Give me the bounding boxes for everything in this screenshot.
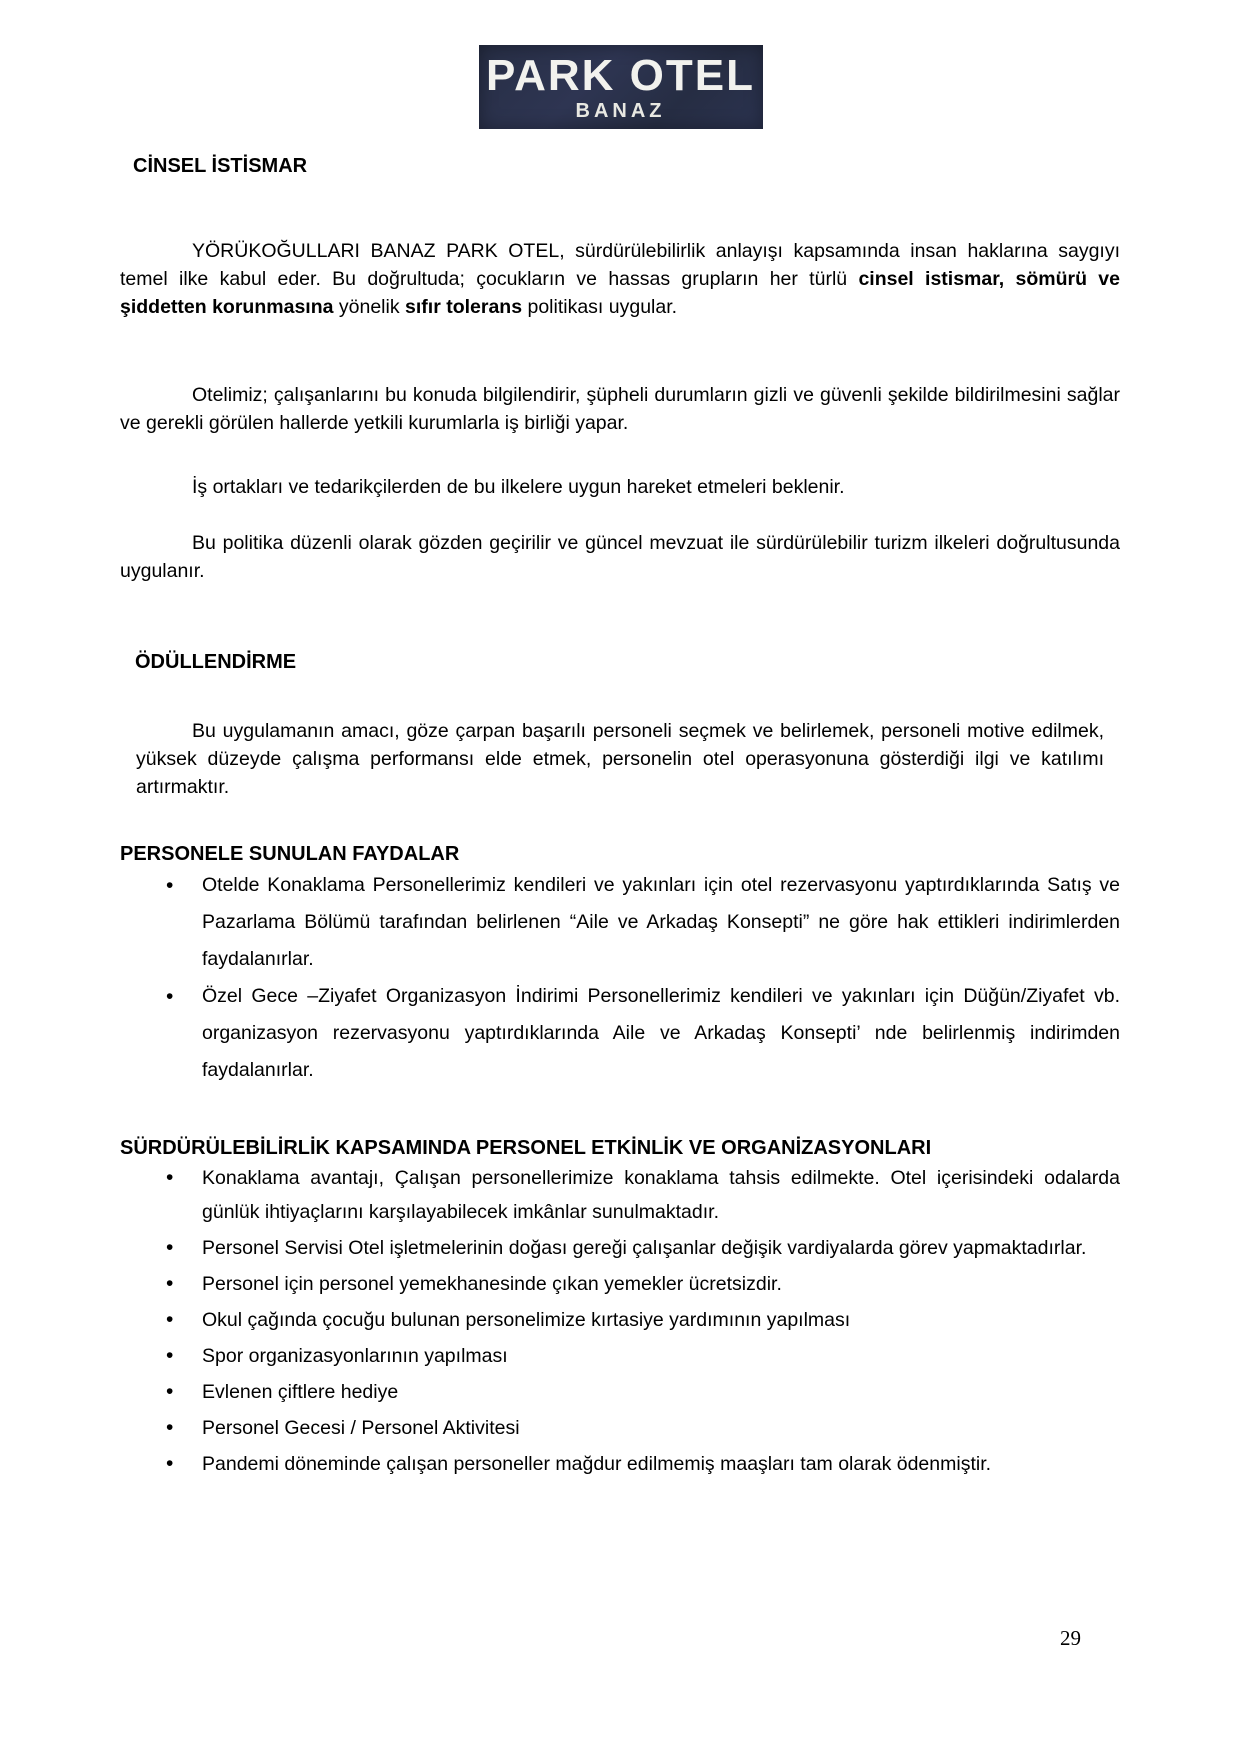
list-item: • Personel Servisi Otel işletmelerinin doğası gereği çalışanlar değişik vardiyalarda görev yapmaktadırlar. xyxy=(202,1231,1120,1265)
paragraph-text: yönelik xyxy=(333,296,406,318)
paragraph-policy-intro xyxy=(120,237,1120,321)
list-item: • Konaklama avantajı, Çalışan personellerimize konaklama tahsis edilmekte. Otel içerisindeki odalarda günlük ihtiyaçlarını karşılayabilecek imkânlar sunulmaktadır. xyxy=(202,1161,1120,1229)
paragraph-bold-text: cinsel istismar, sömürü ve şiddetten korunmasına xyxy=(120,268,1120,318)
heading-cinsel-istismar: CİNSEL İSTİSMAR xyxy=(133,155,308,177)
heading-surdurulebilirlik-etkinlik: SÜRDÜRÜLEBİLİRLİK KAPSAMINDA PERSONEL ETKİNLİK VE ORGANİZASYONLARI xyxy=(120,1137,932,1159)
list-item: • Okul çağında çocuğu bulunan personelimize kırtasiye yardımının yapılması xyxy=(202,1303,1120,1337)
list-item: • Özel Gece –Ziyafet Organizasyon İndirimi Personellerimiz kendileri ve yakınları için Düğün/Ziyafet vb. organizasyon rezervasyonu yaptırdıklarında Aile ve Arkadaş Konsepti’ nde belirlenmiş indirimden faydalanırlar. xyxy=(202,978,1120,1089)
list-item: • Pandemi döneminde çalışan personeller mağdur edilmemiş maaşları tam olarak ödenmiştir. xyxy=(202,1447,1120,1481)
paragraph-review: Bu politika düzenli olarak gözden geçirilir ve güncel mevzuat ile sürdürülebilir turizm ilkeleri doğrultusunda uygulanır. xyxy=(120,532,1120,582)
paragraph-reward-purpose: Bu uygulamanın amacı, göze çarpan başarılı personeli seçmek ve belirlemek, personeli motive edilmek, yüksek düzeyde çalışma performansı elde etmek, personelin otel operasyonuna gösterdiği ilgi ve katılımı artırmaktır. xyxy=(136,720,1104,798)
heading-personele-sunulan-faydalar: PERSONELE SUNULAN FAYDALAR xyxy=(120,843,460,865)
paragraph-partners: İş ortakları ve tedarikçilerden de bu ilkelere uygun hareket etmeleri beklenir. xyxy=(192,476,845,498)
list-item: • Evlenen çiftlere hediye xyxy=(202,1375,1120,1409)
document-content xyxy=(120,153,1120,1481)
paragraph-bold-text: sıfır tolerans xyxy=(405,296,523,318)
paragraph-reporting: Otelimiz; çalışanlarını bu konuda bilgilendirir, şüpheli durumların gizli ve güvenli şekilde bildirilmesini sağlar ve gerekli görülen hallerde yetkili kurumlarla iş birliği yapar. xyxy=(120,384,1120,434)
page-number: 29 xyxy=(1060,1626,1081,1650)
logo-title: PARK OTEL xyxy=(486,50,755,100)
list-item: • Personel için personel yemekhanesinde çıkan yemekler ücretsizdir. xyxy=(202,1267,1120,1301)
list-item: • Personel Gecesi / Personel Aktivitesi xyxy=(202,1411,1120,1445)
list-item: • Spor organizasyonlarının yapılması xyxy=(202,1339,1120,1373)
hotel-logo xyxy=(479,45,763,129)
benefits-list xyxy=(120,867,1120,1089)
paragraph-text: YÖRÜKOĞULLARI BANAZ PARK OTEL, sürdürülebilirlik anlayışı kapsamında insan haklarına saygıyı temel ilke kabul eder. Bu doğrultuda; çocukların ve hassas grupların her türlü xyxy=(120,240,1120,290)
heading-odullendirme: ÖDÜLLENDİRME xyxy=(135,651,297,673)
paragraph-text: politikası uygular. xyxy=(522,296,678,318)
logo-subtitle: BANAZ xyxy=(575,99,666,122)
activities-list xyxy=(120,1161,1120,1481)
list-item: • Otelde Konaklama Personellerimiz kendileri ve yakınları için otel rezervasyonu yaptırdıklarında Satış ve Pazarlama Bölümü tarafından belirlenen “Aile ve Arkadaş Konsepti” ne göre hak ettikleri indirimlerden faydalanırlar. xyxy=(202,867,1120,978)
